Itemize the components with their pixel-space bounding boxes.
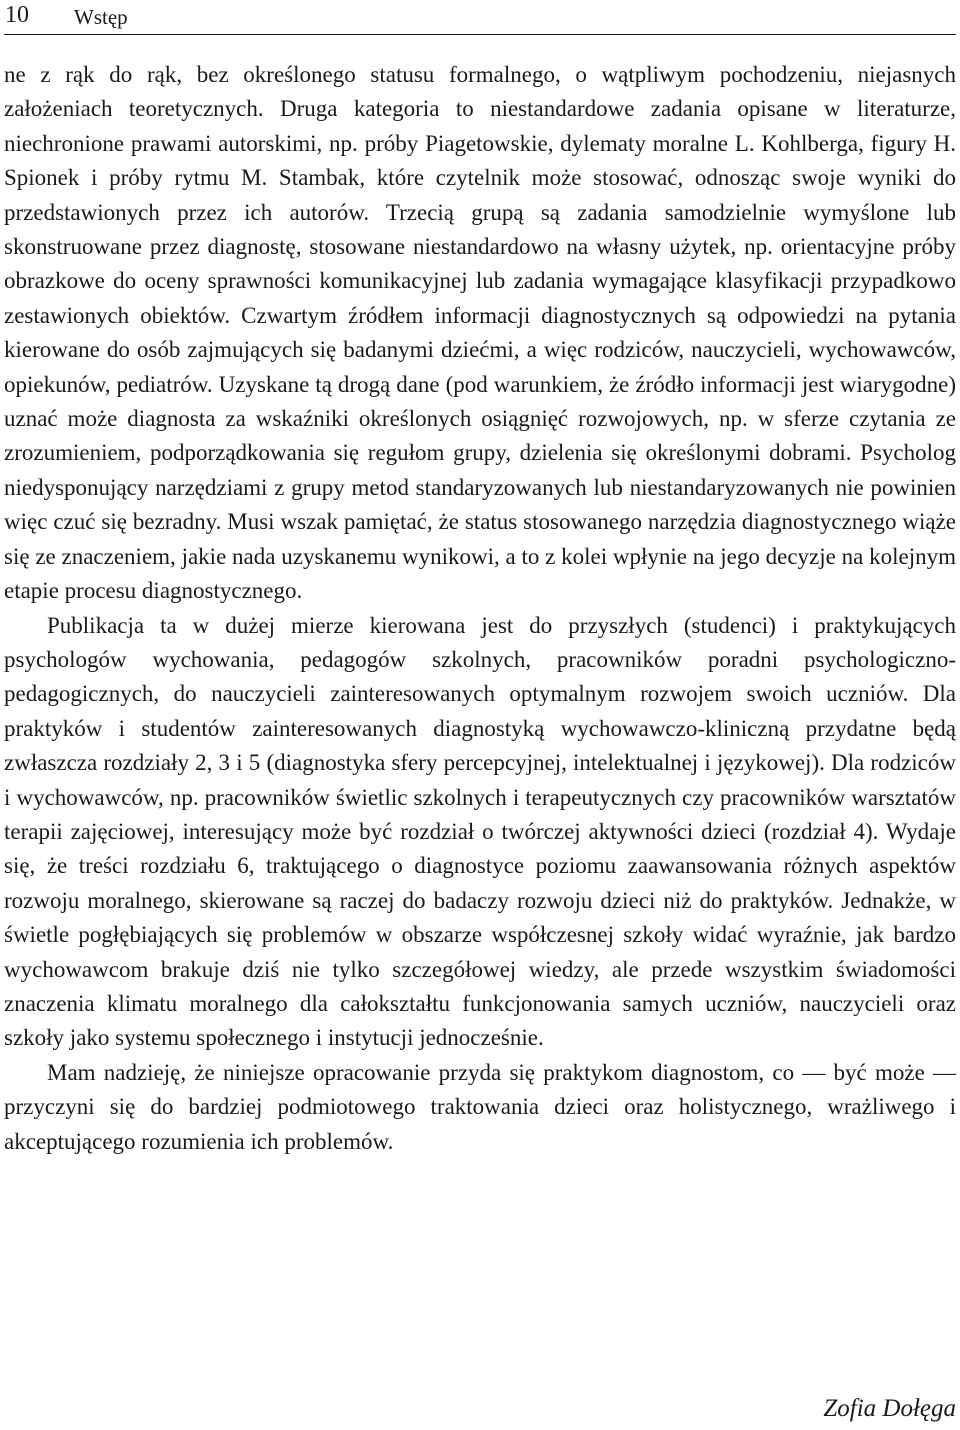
paragraph-2: Publikacja ta w dużej mierze kierowana jest do przyszłych (studenci) i praktykujących psychologów wychowania, pedagogów szkolnych, pracowników poradni psychologiczno-pedagogicznych, do nauczycieli zainteresowanych optymalnym rozwojem swoich uczniów. Dla praktyków i studentów zainteresowanych diagnostyką wychowawczo-kliniczną przydatne będą zwłaszcza rozdziały 2, 3 i 5 (diagnostyka sfery percepcyjnej, intelektualnej i językowej). Dla rodziców i wychowawców, np. pracowników świetlic szkolnych i terapeutycznych czy pracowników warsztatów terapii zajęciowej, interesujący może być rozdział o twórczej aktywności dzieci (rozdział 4). Wydaje się, że treści rozdziału 6, traktującego o diagnostyce poziomu zaawansowania różnych aspektów rozwoju moralnego, skierowane są raczej do badaczy rozwoju dzieci niż do praktyków. Jednakże, w świetle pogłębiających się problemów w obszarze współczesnej szkoły widać wyraźnie, jak bardzo wychowawcom brakuje dziś nie tylko szczegółowej wiedzy, ale przede wszystkim świadomości znaczenia klimatu moralnego dla całokształtu funkcjonowania samych uczniów, nauczycieli oraz szkoły jako systemu społecznego i instytucji jednocześnie. xyxy=(4,612,956,1051)
section-title: Wstęp xyxy=(74,5,128,29)
body-text xyxy=(4,58,956,1159)
page-number: 10 xyxy=(5,2,29,28)
book-page xyxy=(4,0,956,1430)
paragraph-3: Mam nadzieję, że niniejsze opracowanie przyda się praktykom diagnostom, co — być może — przyczyni się do bardziej podmiotowego traktowania dzieci oraz holistycznego, wrażliwego i akceptującego rozumienia ich problemów. xyxy=(4,1059,956,1154)
author-signature: Zofia Dołęga xyxy=(823,1395,956,1422)
paragraph-1: ne z rąk do rąk, bez określonego statusu formalnego, o wątpliwym pochodzeniu, niejasnych założeniach teoretycznych. Druga kategoria to niestandardowe zadania opisane w literaturze, niechronione prawami autorskimi, np. próby Piagetowskie, dylematy moralne L. Kohlberga, figury H. Spionek i próby rytmu M. Stambak, które czytelnik może stosować, odnosząc swoje wyniki do przedstawionych przez ich autorów. Trzecią grupą są zadania samodzielnie wymyślone lub skonstruowane przez diagnostę, stosowane niestandardowo na własny użytek, np. orientacyjne próby obrazkowe do oceny sprawności komunikacyjnej lub zadania wymagające klasyfikacji przypadkowo zestawionych obiektów. Czwartym źródłem informacji diagnostycznych są odpowiedzi na pytania kierowane do osób zajmujących się badanymi dziećmi, a więc rodziców, nauczycieli, wychowawców, opiekunów, pediatrów. Uzyskane tą drogą dane (pod warunkiem, że źródło informacji jest wiarygodne) uznać może diagnosta za wskaźniki określonych osiągnięć rozwojowych, np. w sferze czytania ze zrozumieniem, podporządkowania się regułom grupy, dzielenia się określonymi dobrami. Psycholog niedysponujący narzędziami z grupy metod standaryzowanych lub niestandaryzowanych nie powinien więc czuć się bezradny. Musi wszak pamiętać, że status stosowanego narzędzia diagnostycznego wiąże się ze znaczeniem, jakie nada uzyskanemu wynikowi, a to z kolei wpłynie na jego decyzje na kolejnym etapie procesu diagnostycznego. xyxy=(4,62,956,604)
running-head xyxy=(4,0,956,35)
